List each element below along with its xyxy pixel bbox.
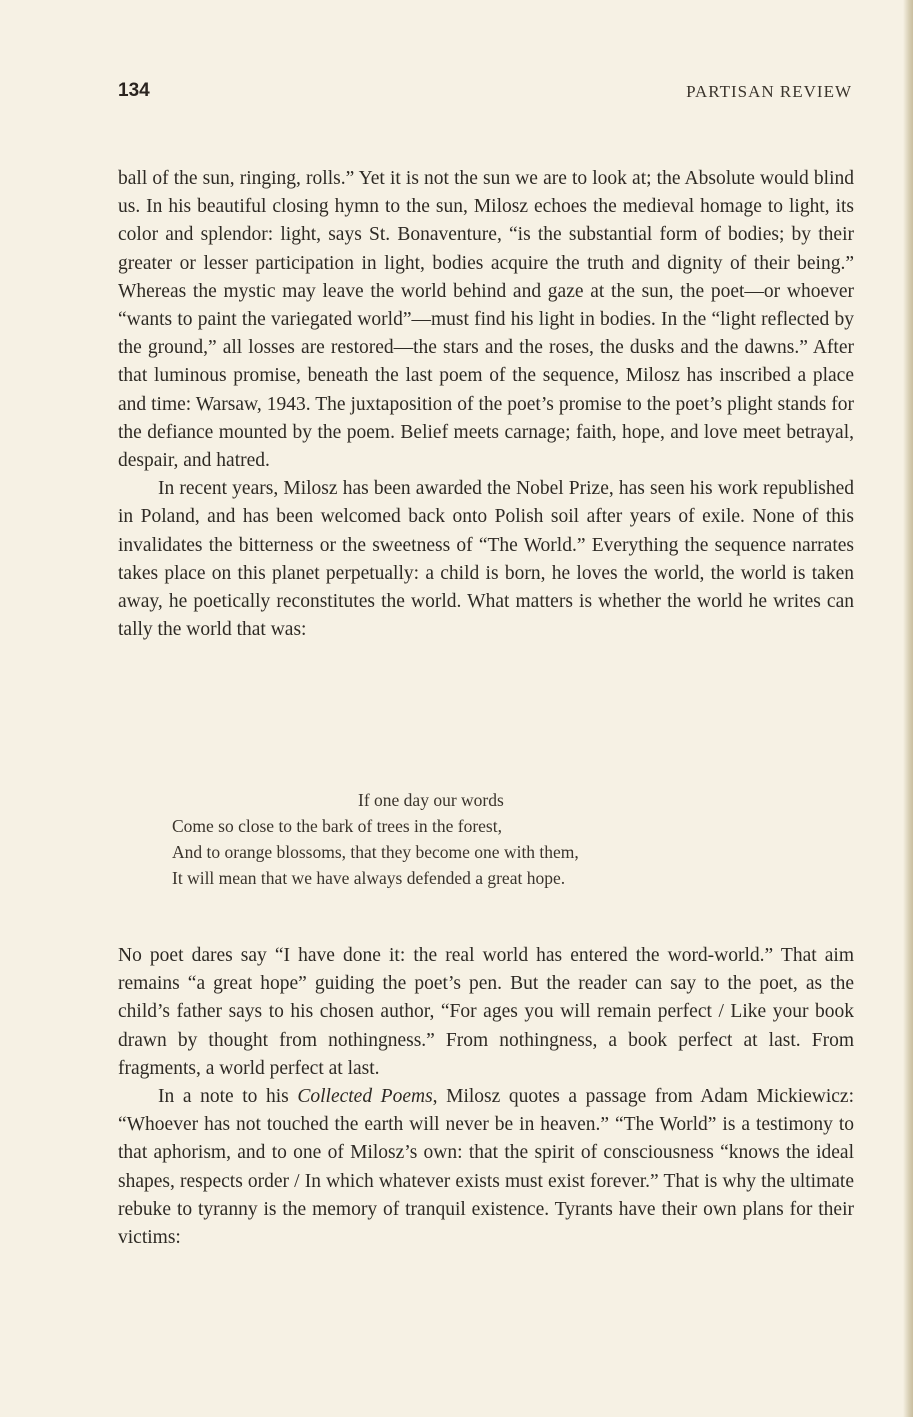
page-edge-shadow <box>903 0 913 1417</box>
paragraph-text: , Milosz quotes a passage from Adam Mickiewicz: “Whoever has not touched the earth will never be in heaven.” “The World” is a testimony to that aphorism, and to one of Milosz’s own: that the spirit of consciousness “knows the ideal shapes, respects order / In which whatever exists must exist forever.” That is why the ultimate rebuke to tyranny is the memory of tranquil existence. Tyrants have their own plans for their victims: <box>118 1086 855 1249</box>
poem-quotation <box>172 787 579 891</box>
body-text-bottom <box>118 942 854 1252</box>
poem-line: It will mean that we have always defended a great hope. <box>172 868 566 888</box>
book-title: Collected Poems <box>297 1086 433 1108</box>
paragraph-text: In a note to his <box>158 1086 298 1108</box>
page-header <box>118 80 852 110</box>
paragraph <box>118 1083 854 1252</box>
body-text-top <box>118 165 854 644</box>
poem-line: Come so close to the bark of trees in the forest, <box>172 816 502 836</box>
paragraph: ball of the sun, ringing, rolls.” Yet it is not the sun we are to look at; the Absolute would blind us. In his beautiful closing hymn to the sun, Milosz echoes the medieval homage to light, its color and splendor: light, says St. Bonaventure, “is the substantial form of bodies; by their greater or lesser participation in light, bodies acquire the truth and dignity of their being.” Whereas the mystic may leave the world behind and gaze at the sun, the poet—or whoever “wants to paint the variegated world”—must find his light in bodies. In the “light reflected by the ground,” all losses are restored—the stars and the roses, the dusks and the dawns.” After that luminous promise, beneath the last poem of the sequence, Milosz has inscribed a place and time: Warsaw, 1943. The juxtaposition of the poet’s promise to the poet’s plight stands for the defiance mounted by the poem. Belief meets carnage; faith, hope, and love meet betrayal, despair, and hatred. <box>118 168 854 472</box>
running-head: PARTISAN REVIEW <box>686 82 852 101</box>
page-number: 134 <box>118 80 150 101</box>
poem-line: And to orange blossoms, that they become one with them, <box>172 842 579 862</box>
poem-line: If one day our words <box>358 790 504 810</box>
paragraph: In recent years, Milosz has been awarded the Nobel Prize, has seen his work republished in Poland, and has been welcomed back onto Polish soil after years of exile. None of this invalidates the bitterness or the sweetness of “The World.” Everything the sequence narrates takes place on this planet perpetually: a child is born, he loves the world, the world is taken away, he poetically reconstitutes the world. What matters is whether the world he writes can tally the world that was: <box>118 478 854 641</box>
paragraph: No poet dares say “I have done it: the real world has entered the word-world.” That aim remains “a great hope” guiding the poet’s pen. But the reader can say to the poet, as the child’s father says to his chosen author, “For ages you will remain perfect / Like your book drawn by thought from nothingness.” From nothingness, a book perfect at last. From fragments, a world perfect at last. <box>118 945 854 1079</box>
